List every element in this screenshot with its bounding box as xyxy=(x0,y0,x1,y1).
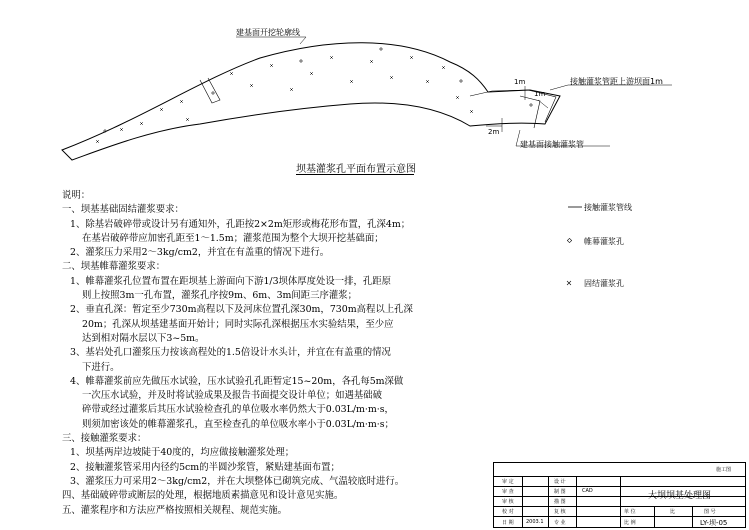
curtain-holes xyxy=(104,48,533,133)
label-excavation: 建基面开挖轮廓线 xyxy=(236,28,300,37)
notes-heading: 说明： xyxy=(62,190,91,201)
tb-r5-c: 比 例 xyxy=(624,520,636,526)
tb-r4-b: 复 核 xyxy=(554,509,566,515)
tb-r4-a: 校 对 xyxy=(502,509,514,515)
note-line: 4、帷幕灌浆前应先做压水试验，压水试验孔孔距暂定15~20m，各孔每5m深做 xyxy=(70,375,404,387)
note-line: 1、帷幕灌浆孔位置布置在距坝基上游面向下游1/3坝体厚度处设一排，孔距原 xyxy=(70,275,392,287)
tb-r5-b: 专 业 xyxy=(554,520,566,526)
dim-2m: 2m xyxy=(488,128,500,136)
note-line: 达到相对隔水层以下3~5m。 xyxy=(82,332,205,344)
notes-block xyxy=(62,189,413,518)
legend-curtain: 帷幕灌浆孔 xyxy=(584,237,624,246)
note-line: 2、垂直孔深：暂定至少730m高程以下及河床位置孔深30m，730m高程以上孔深 xyxy=(70,304,413,316)
label-pipe-distance: 接触灌浆管距上游坝面1m xyxy=(570,77,663,86)
tb-r5-a: 日 期 xyxy=(502,520,514,526)
tb-r3-b: 描 图 xyxy=(554,499,566,505)
tb-r5-d: LY-坝-05 xyxy=(700,519,728,527)
note-line: 2、接触灌浆管采用内径约5cm的半圆沙浆管，紧贴建基面布置； xyxy=(70,461,340,473)
note-line: 1、除基岩破碎带或设计另有通知外，孔距按2×2m矩形或梅花形布置，孔深4m； xyxy=(70,218,411,230)
tb-drawing-name: 大坝坝基处理图 xyxy=(648,491,712,501)
tb-company: 施工图 xyxy=(716,467,732,473)
note-line: 二、坝基帷幕灌浆要求： xyxy=(62,261,166,273)
consolidation-holes xyxy=(96,56,473,143)
note-line: 1、坝基两岸边坡陡于40度的，均应做接触灌浆处理； xyxy=(70,447,295,459)
tb-r3-d: 比 xyxy=(670,509,676,515)
tb-r2-b-val: CAD xyxy=(582,488,593,494)
excavation-outline xyxy=(62,43,560,160)
note-line: 则须加密该处的帷幕灌浆孔，直至检查孔的单位吸水率小于0.03L/m·m·s； xyxy=(82,418,394,430)
tb-r1-b: 设 计 xyxy=(554,479,566,485)
tb-r3-e: 图 号 xyxy=(704,509,716,515)
tb-r2-b: 制 图 xyxy=(554,489,566,495)
label-contact-pipe: 建基面接触灌浆管 xyxy=(520,140,584,149)
legend-pipe: 接触灌浆管线 xyxy=(584,203,632,212)
note-line: 下进行。 xyxy=(82,361,120,373)
note-line: 20m；孔深从坝基建基面开始计；同时实际孔深根据压水实验结果，至少应 xyxy=(82,318,394,330)
note-line: 五、灌浆程序和方法应严格按照相关规程、规范实施。 xyxy=(62,504,288,516)
title-block xyxy=(493,462,746,528)
tb-r3-c: 单 位 xyxy=(624,509,636,515)
note-line: 3、基岩处孔口灌浆压力按该高程处的1.5倍设计水头计，并宜在有盖重的情况 xyxy=(70,347,391,359)
drawing-title: 坝基灌浆孔平面布置示意图 xyxy=(296,164,416,175)
note-line: 四、基础破碎带或断层的处理，根据地质素描意见和设计意见实施。 xyxy=(62,490,344,502)
note-line: 在基岩破碎带应加密孔距至1～1.5m；灌浆范围为整个大坝开挖基础面； xyxy=(82,232,384,244)
tb-r3-a: 审 核 xyxy=(502,499,514,505)
note-line: 一次压水试验，并及时将试验成果及报告书面提交设计单位；如遇基础破 xyxy=(82,390,383,402)
tb-r5-a-val: 2003.1 xyxy=(526,519,544,525)
dim-1m-a: 1m xyxy=(514,78,526,86)
legend-consolidation: 固结灌浆孔 xyxy=(584,279,624,288)
note-line: 一、坝基基础固结灌浆要求： xyxy=(62,204,184,216)
inner-outline xyxy=(200,78,220,103)
note-line: 3、灌浆压力可采用2～3kg/cm2，并在大坝整体已砌筑完成、气温较底时进行。 xyxy=(70,475,405,487)
tb-r1-a: 审 定 xyxy=(502,479,514,485)
note-line: 2、灌浆压力采用2～3kg/cm2，并宜在有盖重的情况下进行。 xyxy=(70,247,330,259)
note-line: 碎带或经过灌浆后其压水试验检查孔的单位吸水率仍然大于0.03L/m·m·s， xyxy=(82,404,394,416)
title-underline xyxy=(296,174,414,175)
dim-1m-b: 1m xyxy=(534,90,546,98)
note-line: 则上按照3m一孔布置，灌浆孔序按9m、6m、3m间距三序灌浆； xyxy=(82,290,358,302)
tb-r2-a: 审 查 xyxy=(502,489,514,495)
note-line: 三、接触灌浆要求： xyxy=(62,433,147,445)
